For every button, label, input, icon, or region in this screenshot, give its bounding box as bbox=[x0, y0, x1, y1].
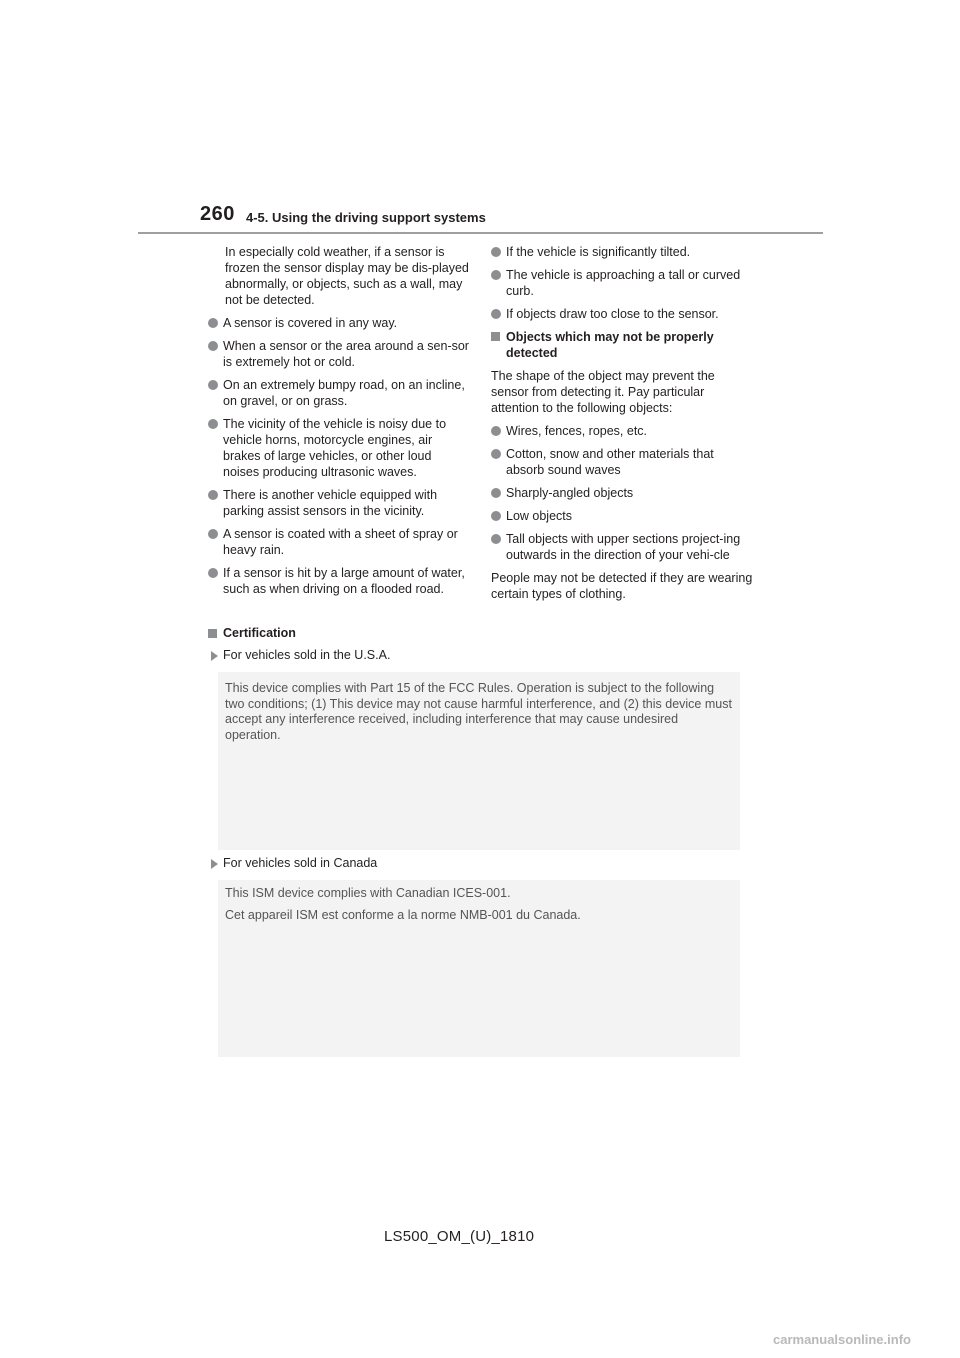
square-bullet-icon bbox=[208, 629, 217, 638]
list-item: A sensor is covered in any way. bbox=[208, 315, 470, 331]
usa-label: For vehicles sold in the U.S.A. bbox=[208, 648, 390, 662]
bullet-icon bbox=[208, 380, 218, 390]
list-item: There is another vehicle equipped with parking assist sensors in the vicinity. bbox=[208, 487, 470, 519]
bullet-icon bbox=[491, 449, 501, 459]
list-item: The vicinity of the vehicle is noisy due to vehicle horns, motorcycle engines, air brakes of large vehicles, or other loud noises producing ultrasonic waves. bbox=[208, 416, 470, 480]
bullet-icon bbox=[208, 341, 218, 351]
ices-notice-french: Cet appareil ISM est conforme a la norme NMB-001 du Canada. bbox=[225, 907, 581, 922]
square-bullet-icon bbox=[491, 332, 500, 341]
ices-notice-english: This ISM device complies with Canadian ICES-001. bbox=[225, 886, 511, 900]
objects-subheading: Objects which may not be properly detected bbox=[491, 329, 753, 361]
list-item: Sharply-angled objects bbox=[491, 485, 753, 501]
header-divider bbox=[138, 232, 823, 234]
bullet-icon bbox=[491, 247, 501, 257]
list-item: The vehicle is approaching a tall or curved curb. bbox=[491, 267, 753, 299]
right-column bbox=[491, 244, 753, 609]
list-item: Low objects bbox=[491, 508, 753, 524]
list-item: Cotton, snow and other materials that absorb sound waves bbox=[491, 446, 753, 478]
bullet-icon bbox=[491, 309, 501, 319]
triangle-arrow-icon bbox=[211, 651, 218, 661]
bullet-icon bbox=[491, 488, 501, 498]
list-item: Wires, fences, ropes, etc. bbox=[491, 423, 753, 439]
page-number: 260 bbox=[200, 203, 235, 225]
bullet-icon bbox=[208, 529, 218, 539]
list-item: Tall objects with upper sections project-ing outwards in the direction of your vehi-cle bbox=[491, 531, 753, 563]
list-item: On an extremely bumpy road, on an incline, on gravel, or on grass. bbox=[208, 377, 470, 409]
bullet-icon bbox=[491, 534, 501, 544]
clothing-note: People may not be detected if they are wearing certain types of clothing. bbox=[491, 571, 753, 601]
list-item: If a sensor is hit by a large amount of water, such as when driving on a flooded road. bbox=[208, 565, 470, 597]
canada-label: For vehicles sold in Canada bbox=[208, 856, 377, 870]
ices-notice-box bbox=[218, 880, 740, 1057]
cold-weather-paragraph: In especially cold weather, if a sensor is frozen the sensor display may be dis-played abnormally, or objects, such as a wall, may not be detected. bbox=[225, 245, 469, 307]
section-title: 4-5. Using the driving support systems bbox=[246, 210, 486, 225]
bullet-icon bbox=[491, 270, 501, 280]
bullet-icon bbox=[491, 511, 501, 521]
objects-description: The shape of the object may prevent the sensor from detecting it. Pay particular attention to the following objects: bbox=[491, 369, 715, 415]
bullet-icon bbox=[208, 490, 218, 500]
left-column bbox=[208, 244, 470, 604]
watermark: carmanualsonline.info bbox=[773, 1332, 911, 1347]
bullet-icon bbox=[491, 426, 501, 436]
list-item: When a sensor or the area around a sen-sor is extremely hot or cold. bbox=[208, 338, 470, 370]
list-item: A sensor is coated with a sheet of spray or heavy rain. bbox=[208, 526, 470, 558]
triangle-arrow-icon bbox=[211, 859, 218, 869]
list-item: If the vehicle is significantly tilted. bbox=[491, 244, 753, 260]
document-code: LS500_OM_(U)_1810 bbox=[384, 1228, 535, 1245]
bullet-icon bbox=[208, 318, 218, 328]
certification-heading: Certification bbox=[208, 626, 296, 640]
list-item: If objects draw too close to the sensor. bbox=[491, 306, 753, 322]
bullet-icon bbox=[208, 419, 218, 429]
fcc-notice-box bbox=[218, 672, 740, 850]
fcc-notice-text: This device complies with Part 15 of the FCC Rules. Operation is subject to the following two conditions; (1) This device may not cause harmful interference, and (2) this device must accept any interference received, including interference that may cause undesired operation. bbox=[225, 681, 732, 742]
bullet-icon bbox=[208, 568, 218, 578]
